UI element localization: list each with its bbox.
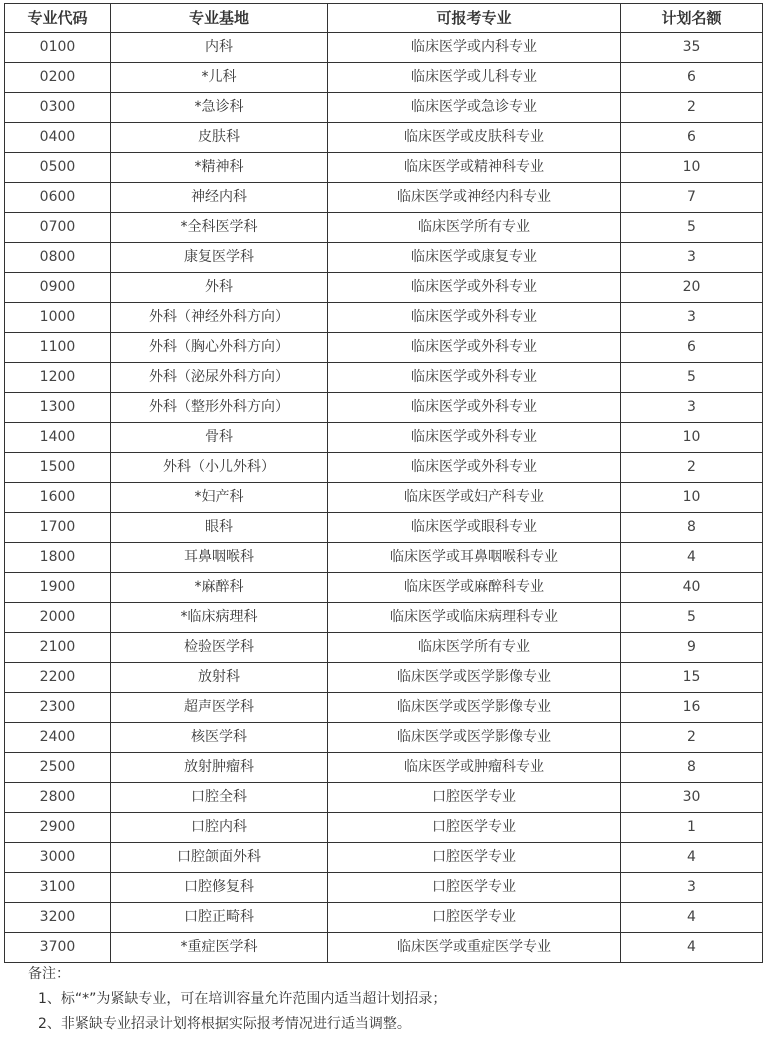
cell-major-code: 1900 <box>5 573 111 603</box>
cell-training-base: 外科 <box>111 273 328 303</box>
cell-major-code: 2000 <box>5 603 111 633</box>
cell-eligible-majors: 临床医学所有专业 <box>328 633 621 663</box>
cell-eligible-majors: 临床医学或急诊专业 <box>328 93 621 123</box>
table-row <box>5 543 763 573</box>
cell-eligible-majors: 临床医学或医学影像专业 <box>328 723 621 753</box>
cell-eligible-majors: 临床医学或外科专业 <box>328 423 621 453</box>
cell-planned-quota: 30 <box>621 783 763 813</box>
table-row <box>5 813 763 843</box>
cell-training-base: 检验医学科 <box>111 633 328 663</box>
cell-major-code: 1800 <box>5 543 111 573</box>
table-row <box>5 153 763 183</box>
cell-training-base: 外科（小儿外科） <box>111 453 328 483</box>
cell-eligible-majors: 口腔医学专业 <box>328 843 621 873</box>
cell-training-base: 口腔内科 <box>111 813 328 843</box>
cell-major-code: 0700 <box>5 213 111 243</box>
cell-training-base: 内科 <box>111 33 328 63</box>
cell-planned-quota: 35 <box>621 33 763 63</box>
table-row <box>5 573 763 603</box>
cell-major-code: 3000 <box>5 843 111 873</box>
cell-training-base: 放射肿瘤科 <box>111 753 328 783</box>
cell-major-code: 0400 <box>5 123 111 153</box>
table-row <box>5 873 763 903</box>
cell-major-code: 2800 <box>5 783 111 813</box>
table-row <box>5 933 763 963</box>
cell-training-base: 外科（整形外科方向） <box>111 393 328 423</box>
cell-major-code: 0500 <box>5 153 111 183</box>
cell-planned-quota: 6 <box>621 63 763 93</box>
cell-eligible-majors: 临床医学或外科专业 <box>328 273 621 303</box>
cell-planned-quota: 4 <box>621 933 763 963</box>
table-row <box>5 843 763 873</box>
cell-planned-quota: 8 <box>621 753 763 783</box>
notes-section <box>28 962 758 1037</box>
cell-training-base: *临床病理科 <box>111 603 328 633</box>
cell-major-code: 2200 <box>5 663 111 693</box>
enrollment-plan-table <box>4 3 763 963</box>
notes-title: 备注： <box>28 966 70 982</box>
table-row <box>5 93 763 123</box>
cell-major-code: 1500 <box>5 453 111 483</box>
cell-training-base: 耳鼻咽喉科 <box>111 543 328 573</box>
cell-planned-quota: 9 <box>621 633 763 663</box>
cell-major-code: 0100 <box>5 33 111 63</box>
cell-eligible-majors: 口腔医学专业 <box>328 903 621 933</box>
cell-eligible-majors: 临床医学或肿瘤科专业 <box>328 753 621 783</box>
cell-training-base: *妇产科 <box>111 483 328 513</box>
cell-planned-quota: 5 <box>621 363 763 393</box>
cell-major-code: 2100 <box>5 633 111 663</box>
cell-planned-quota: 6 <box>621 123 763 153</box>
cell-major-code: 3100 <box>5 873 111 903</box>
cell-training-base: *全科医学科 <box>111 213 328 243</box>
cell-planned-quota: 3 <box>621 303 763 333</box>
cell-eligible-majors: 临床医学或外科专业 <box>328 363 621 393</box>
cell-planned-quota: 40 <box>621 573 763 603</box>
cell-major-code: 3700 <box>5 933 111 963</box>
cell-planned-quota: 4 <box>621 543 763 573</box>
table-row <box>5 693 763 723</box>
cell-eligible-majors: 口腔医学专业 <box>328 783 621 813</box>
header-training-base: 专业基地 <box>111 4 328 33</box>
cell-eligible-majors: 临床医学或医学影像专业 <box>328 693 621 723</box>
cell-planned-quota: 2 <box>621 93 763 123</box>
cell-planned-quota: 3 <box>621 873 763 903</box>
table-row <box>5 63 763 93</box>
cell-training-base: 外科（泌尿外科方向） <box>111 363 328 393</box>
cell-training-base: *精神科 <box>111 153 328 183</box>
cell-eligible-majors: 临床医学或麻醉科专业 <box>328 573 621 603</box>
cell-eligible-majors: 临床医学或重症医学专业 <box>328 933 621 963</box>
cell-training-base: 外科（胸心外科方向） <box>111 333 328 363</box>
table-row <box>5 243 763 273</box>
cell-planned-quota: 10 <box>621 483 763 513</box>
cell-training-base: 口腔颌面外科 <box>111 843 328 873</box>
cell-planned-quota: 10 <box>621 423 763 453</box>
cell-eligible-majors: 临床医学或神经内科专业 <box>328 183 621 213</box>
table-row <box>5 333 763 363</box>
cell-planned-quota: 20 <box>621 273 763 303</box>
cell-training-base: 超声医学科 <box>111 693 328 723</box>
cell-training-base: 放射科 <box>111 663 328 693</box>
cell-training-base: *儿科 <box>111 63 328 93</box>
cell-planned-quota: 2 <box>621 723 763 753</box>
cell-major-code: 0900 <box>5 273 111 303</box>
table-row <box>5 423 763 453</box>
cell-major-code: 1000 <box>5 303 111 333</box>
cell-eligible-majors: 临床医学或医学影像专业 <box>328 663 621 693</box>
table-row <box>5 213 763 243</box>
cell-eligible-majors: 临床医学或外科专业 <box>328 303 621 333</box>
cell-eligible-majors: 口腔医学专业 <box>328 873 621 903</box>
cell-major-code: 1300 <box>5 393 111 423</box>
cell-training-base: 皮肤科 <box>111 123 328 153</box>
cell-planned-quota: 10 <box>621 153 763 183</box>
table-row <box>5 513 763 543</box>
cell-major-code: 2400 <box>5 723 111 753</box>
table-row <box>5 123 763 153</box>
table-row <box>5 903 763 933</box>
cell-planned-quota: 6 <box>621 333 763 363</box>
cell-planned-quota: 2 <box>621 453 763 483</box>
note-item-2: 2、非紧缺专业招录计划将根据实际报考情况进行适当调整。 <box>38 1016 411 1032</box>
cell-eligible-majors: 口腔医学专业 <box>328 813 621 843</box>
table-row <box>5 303 763 333</box>
cell-planned-quota: 3 <box>621 393 763 423</box>
header-major-code: 专业代码 <box>5 4 111 33</box>
table-row <box>5 603 763 633</box>
cell-planned-quota: 1 <box>621 813 763 843</box>
cell-training-base: 神经内科 <box>111 183 328 213</box>
table-row <box>5 453 763 483</box>
cell-training-base: 口腔全科 <box>111 783 328 813</box>
cell-training-base: *急诊科 <box>111 93 328 123</box>
cell-eligible-majors: 临床医学或妇产科专业 <box>328 483 621 513</box>
table-row <box>5 723 763 753</box>
cell-eligible-majors: 临床医学或眼科专业 <box>328 513 621 543</box>
table-body <box>5 33 763 963</box>
table-row <box>5 633 763 663</box>
cell-major-code: 0200 <box>5 63 111 93</box>
cell-planned-quota: 4 <box>621 903 763 933</box>
cell-planned-quota: 8 <box>621 513 763 543</box>
cell-major-code: 1700 <box>5 513 111 543</box>
cell-eligible-majors: 临床医学或外科专业 <box>328 333 621 363</box>
table-header-row <box>5 4 763 33</box>
cell-eligible-majors: 临床医学或临床病理科专业 <box>328 603 621 633</box>
cell-training-base: 口腔修复科 <box>111 873 328 903</box>
cell-training-base: 骨科 <box>111 423 328 453</box>
cell-eligible-majors: 临床医学所有专业 <box>328 213 621 243</box>
header-planned-quota: 计划名额 <box>621 4 763 33</box>
cell-eligible-majors: 临床医学或耳鼻咽喉科专业 <box>328 543 621 573</box>
cell-major-code: 1200 <box>5 363 111 393</box>
cell-eligible-majors: 临床医学或内科专业 <box>328 33 621 63</box>
cell-planned-quota: 4 <box>621 843 763 873</box>
cell-planned-quota: 7 <box>621 183 763 213</box>
cell-planned-quota: 5 <box>621 213 763 243</box>
cell-training-base: 口腔正畸科 <box>111 903 328 933</box>
cell-major-code: 0300 <box>5 93 111 123</box>
cell-eligible-majors: 临床医学或儿科专业 <box>328 63 621 93</box>
table-row <box>5 753 763 783</box>
cell-planned-quota: 16 <box>621 693 763 723</box>
cell-eligible-majors: 临床医学或外科专业 <box>328 453 621 483</box>
header-eligible-majors: 可报考专业 <box>328 4 621 33</box>
cell-training-base: 核医学科 <box>111 723 328 753</box>
cell-major-code: 1400 <box>5 423 111 453</box>
cell-training-base: 眼科 <box>111 513 328 543</box>
cell-training-base: 外科（神经外科方向） <box>111 303 328 333</box>
cell-planned-quota: 15 <box>621 663 763 693</box>
cell-planned-quota: 5 <box>621 603 763 633</box>
cell-major-code: 1100 <box>5 333 111 363</box>
cell-training-base: *麻醉科 <box>111 573 328 603</box>
cell-eligible-majors: 临床医学或康复专业 <box>328 243 621 273</box>
cell-eligible-majors: 临床医学或精神科专业 <box>328 153 621 183</box>
note-item-1: 1、标“*”为紧缺专业，可在培训容量允许范围内适当超计划招录； <box>38 991 447 1007</box>
cell-major-code: 0800 <box>5 243 111 273</box>
table-row <box>5 783 763 813</box>
cell-eligible-majors: 临床医学或外科专业 <box>328 393 621 423</box>
cell-training-base: *重症医学科 <box>111 933 328 963</box>
table-row <box>5 183 763 213</box>
cell-planned-quota: 3 <box>621 243 763 273</box>
table-row <box>5 483 763 513</box>
cell-eligible-majors: 临床医学或皮肤科专业 <box>328 123 621 153</box>
cell-major-code: 0600 <box>5 183 111 213</box>
cell-major-code: 2900 <box>5 813 111 843</box>
table-row <box>5 663 763 693</box>
table-row <box>5 363 763 393</box>
cell-major-code: 2500 <box>5 753 111 783</box>
cell-training-base: 康复医学科 <box>111 243 328 273</box>
cell-major-code: 2300 <box>5 693 111 723</box>
table-row <box>5 33 763 63</box>
table-row <box>5 273 763 303</box>
table-row <box>5 393 763 423</box>
cell-major-code: 3200 <box>5 903 111 933</box>
cell-major-code: 1600 <box>5 483 111 513</box>
